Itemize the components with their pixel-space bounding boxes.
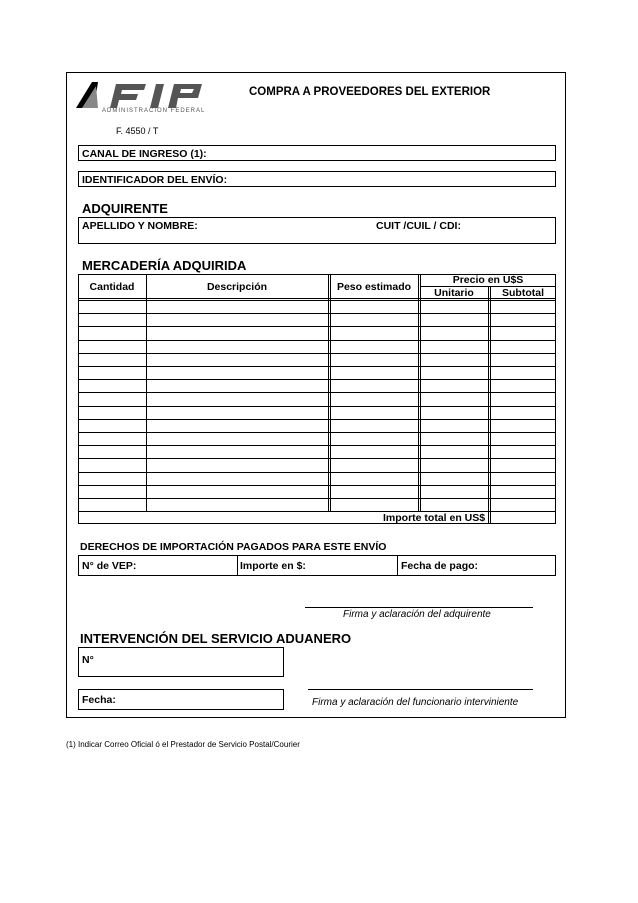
table-border [78,274,556,524]
header-cantidad: Cantidad [89,281,135,293]
table-row-rule [78,419,556,420]
mercaderia-section-title: MERCADERÍA ADQUIRIDA [82,258,247,273]
aduana-fecha-field[interactable] [78,689,284,710]
adquirente-section-title: ADQUIRENTE [82,201,168,216]
firma-funcionario-label: Firma y aclaración del funcionario interviniente [312,697,519,708]
header-subtotal: Subtotal [502,287,544,299]
canal-ingreso-field[interactable] [78,145,556,161]
derechos-field[interactable] [78,555,556,576]
identificador-envio-label: IDENTIFICADOR DEL ENVÍO: [82,174,228,186]
cuit-label: CUIT /CUIL / CDI: [376,220,461,232]
aduana-section-title: INTERVENCIÓN DEL SERVICIO ADUANERO [80,631,352,646]
identificador-envio-field[interactable] [78,171,556,187]
form-title: COMPRA A PROVEEDORES DEL EXTERIOR [249,86,491,98]
firma-funcionario-line [308,689,533,690]
table-header-rule-2 [78,300,556,301]
importe-total-field[interactable] [491,512,555,523]
table-row-rule [78,406,556,407]
col-divider [488,286,489,523]
table-row-rule [78,485,556,486]
aduana-numero-label: N° [82,654,94,666]
fecha-pago-label: Fecha de pago: [401,560,479,572]
afip-logo-mark [76,80,208,122]
table-row-rule [78,472,556,473]
mercaderia-table [78,274,556,524]
importe-total-label: Importe total en US$ [383,512,486,524]
derechos-section-title: DERECHOS DE IMPORTACIÓN PAGADOS PARA ESTE ENVÍO [80,541,387,553]
table-row-rule [78,392,556,393]
aduana-fecha-label: Fecha: [82,694,116,706]
header-peso-estimado: Peso estimado [336,281,412,293]
table-row-rule [78,326,556,327]
firma-adquirente-line [305,607,533,608]
footnote: (1) Indicar Correo Oficial ó el Prestador de Servicio Postal/Courier [66,740,300,749]
table-row-rule [78,432,556,433]
derechos-divider [237,556,238,575]
firma-adquirente-label: Firma y aclaración del adquirente [343,609,491,620]
table-row-rule [78,366,556,367]
table-row-rule [78,353,556,354]
adquirente-field[interactable] [78,217,556,244]
header-precio: Precio en U$S [452,274,524,286]
col-divider [490,286,491,523]
table-row-rule [78,498,556,499]
aduana-numero-field[interactable] [78,647,284,677]
importe-pesos-label: Importe en $: [240,560,306,572]
form-code: F. 4550 / T [116,126,159,136]
afip-logo-subtitle: ADMINISTRACION FEDERAL [102,108,206,114]
table-row-rule [78,379,556,380]
header-descripcion: Descripción [206,281,268,293]
table-row-rule [78,313,556,314]
table-row-rule [78,340,556,341]
header-unitario: Unitario [434,287,474,299]
afip-logo [76,80,208,122]
vep-label: N° de VEP: [82,560,137,572]
table-row-rule [78,458,556,459]
canal-ingreso-label: CANAL DE INGRESO (1): [82,148,207,160]
col-divider [488,511,489,524]
apellido-nombre-label: APELLIDO Y NOMBRE: [82,220,198,232]
table-row-rule [78,445,556,446]
derechos-divider [397,556,398,575]
